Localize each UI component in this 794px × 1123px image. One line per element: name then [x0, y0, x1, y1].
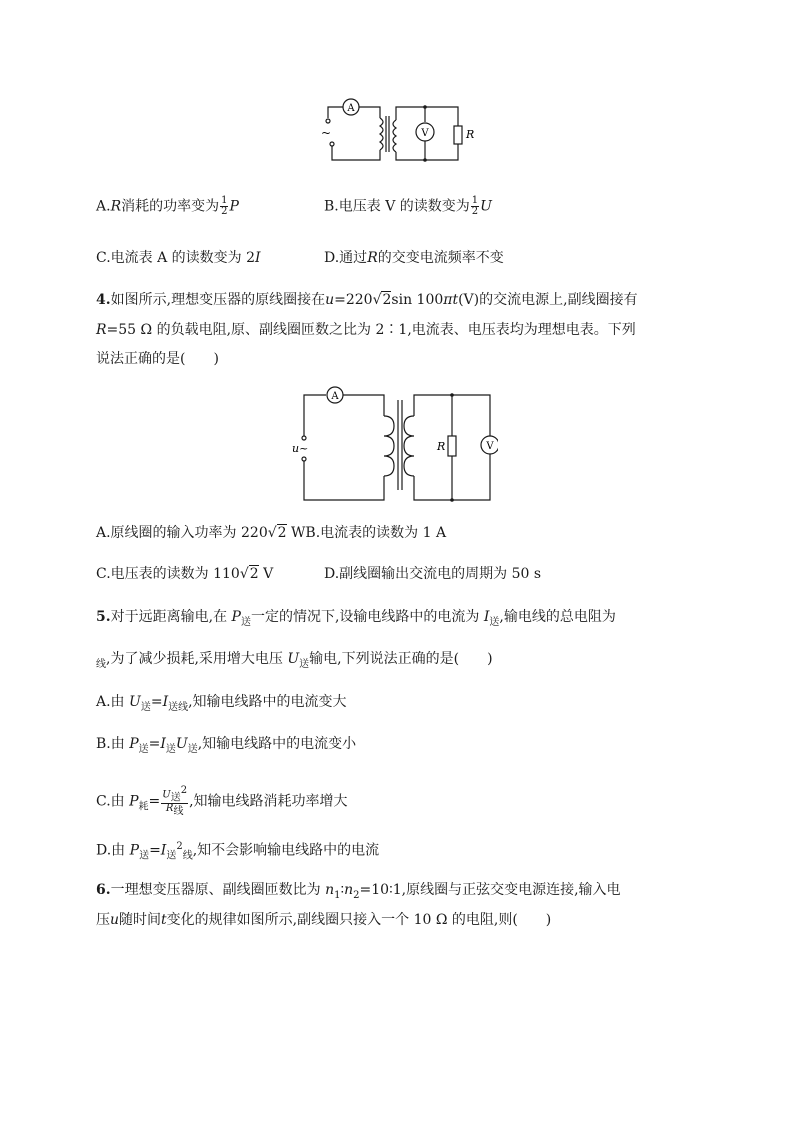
voltmeter-label: V: [486, 441, 494, 452]
circuit-diagram-2: [292, 386, 498, 504]
q5-option-b: B.由 $P_送=I_送U_送$,知输电线路中的电流变小: [96, 736, 357, 755]
circuit-diagram-1: [318, 96, 478, 166]
q6-line-1: 6.一理想变压器原、副线圈匝数比为 $n_1∶n_2=10∶1$,原线圈与正弦交变电源连接,输入电: [96, 882, 621, 901]
q4-option-d: D.副线圈输出交流电的周期为 50 s: [324, 566, 542, 582]
resistor-label: R: [466, 128, 475, 141]
q4-line-2: R=55 Ω 的负载电阻,原、副线圈匝数之比为 2∶1,电流表、电压表均为理想电表。下列: [96, 322, 636, 338]
ammeter-label: A: [347, 103, 355, 114]
q4-line-3: 说法正确的是( ): [96, 351, 219, 367]
q4-option-c: C.电压表的读数为 110√2 V: [96, 566, 274, 582]
q5-option-c: C.由 $P_耗=$ $\frac{U_送^2}{R_线}$ ,知输电线路消耗功率增大: [96, 785, 348, 818]
q5-line-1: 5.对于远距离输电,在 $P_送$一定的情况下,设输电线路中的电流为 $I_送$,输电线的总电阻为: [96, 609, 616, 628]
q3-option-b: B.电压表 V 的读数变为 $\frac{1}{2}$ U: [324, 195, 492, 217]
q4-line-1: 4.如图所示,理想变压器的原线圈接在u=220√2sin 100πt(V)的交流电源上,副线圈接有: [96, 292, 638, 308]
q5-line-2: $_线$,为了减少损耗,采用增大电压 $U_送$输电,下列说法正确的是( ): [96, 651, 493, 670]
q5-option-a: A.由 $U_送=I_{送线}$,知输电线路中的电流变大: [96, 694, 347, 713]
q4-option-a-b: A.原线圈的输入功率为 220√2 WB.电流表的读数为 1 A: [96, 525, 447, 541]
voltmeter-label: V: [421, 128, 429, 139]
q3-option-d: D.通过R的交变电流频率不变: [324, 250, 504, 266]
ammeter-label: A: [331, 391, 339, 402]
q3-option-c: C.电流表 A 的读数变为 2I: [96, 250, 261, 266]
svg-text:~: ~: [320, 126, 332, 140]
source-label: u~: [292, 442, 309, 455]
resistor-label: R: [437, 440, 446, 453]
q6-line-2: 压u随时间t变化的规律如图所示,副线圈只接入一个 10 Ω 的电阻,则( ): [96, 912, 552, 928]
q5-option-d: D.由 $P_送=I_送^2_线$,知不会影响输电线路中的电流: [96, 841, 380, 862]
q3-option-a: A.R消耗的功率变为 $\frac{1}{2}$ P: [96, 195, 239, 217]
